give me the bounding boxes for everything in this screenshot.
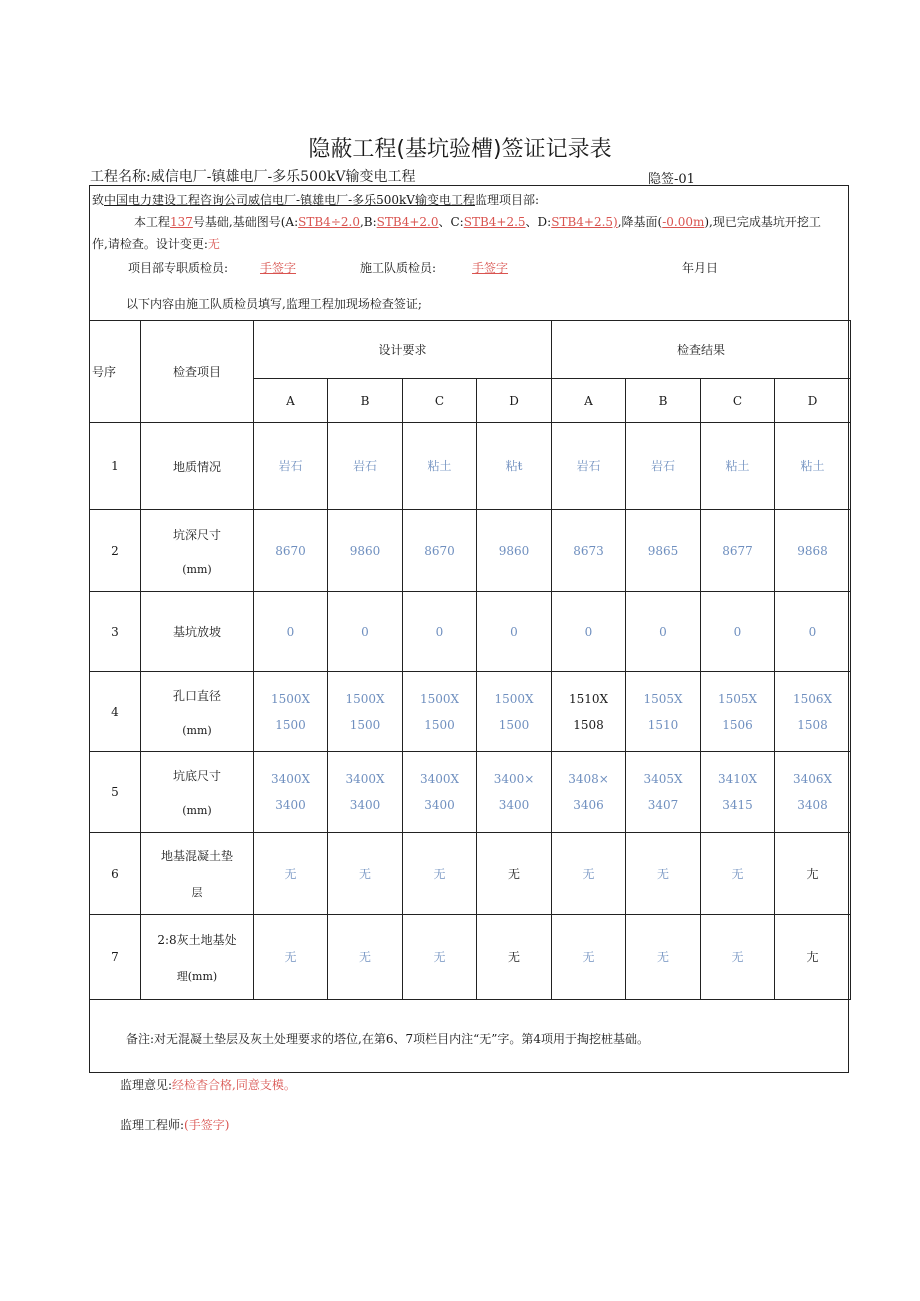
foundation-no: 137 (170, 215, 193, 229)
row-item-line2: 层 (191, 886, 203, 899)
value-line: 无 (284, 950, 297, 964)
lowered-level: -0.00m (662, 215, 705, 229)
row-number: 4 (90, 672, 141, 752)
value-cell (626, 915, 701, 1000)
value-cell (254, 915, 328, 1000)
value-line: 岩石 (278, 459, 303, 473)
leg-header: D (775, 379, 851, 423)
row-item-line1: 坑深尺寸 (172, 527, 221, 542)
value-cell (626, 592, 701, 672)
instruction-text: 以下内容由施工队质检员填写,监理工程加现场检查签证; (126, 297, 422, 311)
value-line: 无 (358, 866, 371, 881)
value-cell (328, 752, 403, 833)
value-cell (477, 752, 552, 833)
value-cell (626, 672, 701, 752)
value-line: 0 (584, 624, 593, 639)
opinion-value: 经检杳合格,同意支模。 (172, 1078, 296, 1092)
value-line: 3410X (717, 772, 758, 786)
value-line: 无 (731, 866, 744, 881)
value-line: 尢 (806, 950, 819, 964)
value-line: 无 (582, 866, 595, 881)
value-line: 1500X (270, 691, 311, 706)
value-cell (626, 510, 701, 592)
addressee-prefix: 致 (92, 193, 105, 207)
value-line: 0 (286, 624, 295, 639)
value-line: 3400× (493, 772, 535, 786)
text-line3: 作,请检查。设计变更: (92, 237, 208, 251)
col-item-header: 检查项目 (141, 321, 254, 423)
value-line: 1500X (345, 691, 385, 706)
table-row (90, 672, 851, 752)
value-cell (701, 423, 775, 510)
opinion-label: 监理意见: (120, 1078, 173, 1092)
row-number: 1 (90, 423, 141, 510)
value-line: 粘ŧ (505, 459, 523, 473)
leg-header: C (403, 379, 477, 423)
fig-b: STB4+2.0 (376, 215, 439, 229)
supervisor-engineer (120, 1116, 229, 1133)
row-item (141, 833, 254, 915)
addressee-org: 中国电力建设工程咨询公司威信电厂-镇雄电厂-多乐500kV输变电工程 (104, 193, 475, 207)
table-row (90, 423, 851, 510)
value-line: 3400X (345, 772, 385, 786)
text-d: 、C: (438, 215, 464, 229)
value-line: 8670 (275, 543, 306, 558)
row-item-line2: (mm) (182, 562, 212, 576)
table-row (90, 752, 851, 833)
value-line: 3407 (647, 798, 679, 812)
engineer-signature: (手签字) (184, 1118, 230, 1132)
value-line: 1500 (349, 717, 381, 732)
value-line: 无 (656, 950, 669, 964)
supervisor-opinion (120, 1076, 296, 1093)
value-line: 3400 (424, 798, 455, 812)
row-item-line1: 地基混凝土垫 (160, 849, 233, 863)
design-change-line (92, 236, 220, 252)
value-cell (626, 752, 701, 833)
remark-text: 备注:对无混凝土垫层及灰土处理要求的塔位,在第6、7项栏目内注“无”字。第4项用于掏挖桩基础。 (126, 1032, 650, 1046)
value-line: 无 (433, 950, 446, 964)
addressee-line (92, 192, 539, 208)
leg-header: B (626, 379, 701, 423)
value-cell (775, 592, 851, 672)
value-line: 无 (507, 866, 520, 881)
leg-header: A (254, 379, 328, 423)
value-line: 0 (659, 624, 667, 639)
value-line: 1508 (573, 717, 604, 732)
value-cell (254, 423, 328, 510)
text-e: 、D: (525, 215, 552, 229)
row-number: 5 (90, 752, 141, 833)
inspection-table (89, 320, 851, 1074)
value-cell (775, 915, 851, 1000)
value-line: 无 (507, 950, 520, 964)
value-line: 无 (731, 950, 744, 964)
value-line: 1500 (424, 717, 455, 732)
foundation-line (134, 214, 821, 230)
fig-c: STB4+2.5 (463, 215, 526, 229)
date-field: 年月日 (682, 261, 719, 275)
value-cell (254, 752, 328, 833)
value-cell (254, 833, 328, 915)
qc-label: 项目部专职质检员: (128, 261, 229, 275)
value-line: 1506 (722, 717, 753, 732)
value-line: 0 (733, 624, 742, 639)
row-item-line1: 地质情况 (172, 459, 221, 474)
value-cell (552, 752, 626, 833)
table-row (90, 592, 851, 672)
value-line: 8673 (573, 543, 604, 558)
value-line: 1505X (643, 691, 683, 706)
leg-header: B (328, 379, 403, 423)
table-row (90, 510, 851, 592)
value-cell (775, 672, 851, 752)
row-number: 2 (90, 510, 141, 592)
text-b: 号基础,基础图号(A: (192, 215, 299, 229)
value-cell (477, 423, 552, 510)
value-line: 3406 (573, 798, 604, 812)
value-cell (552, 915, 626, 1000)
value-line: 无 (358, 950, 371, 964)
value-line: 3400 (275, 798, 306, 812)
value-cell (552, 510, 626, 592)
value-cell (477, 833, 552, 915)
value-line: 岩石 (352, 459, 377, 473)
value-cell (328, 423, 403, 510)
design-header: 设计要求 (254, 321, 552, 379)
value-line: 0 (435, 624, 444, 639)
qc-signature: 手签字 (260, 261, 297, 275)
value-line: 9860 (349, 543, 381, 558)
row-item-line1: 基坑放坡 (172, 625, 221, 639)
row-item-line2: 理(mm) (176, 969, 218, 983)
value-cell (552, 833, 626, 915)
project-label: 工程名称: (90, 169, 151, 185)
value-line: 粘土 (725, 459, 750, 473)
value-line: 1500X (419, 691, 460, 706)
value-line: 1500 (275, 717, 306, 732)
row-number: 3 (90, 592, 141, 672)
value-cell (403, 510, 477, 592)
design-change-value: 无 (207, 237, 220, 251)
leg-header: D (477, 379, 552, 423)
value-cell (626, 423, 701, 510)
value-cell (477, 510, 552, 592)
value-line: 8670 (424, 543, 455, 558)
value-cell (254, 672, 328, 752)
value-line: 1508 (797, 717, 828, 732)
value-cell (328, 833, 403, 915)
value-line: 0 (510, 624, 518, 639)
value-line: 1500X (494, 691, 534, 706)
value-cell (775, 833, 851, 915)
value-cell (403, 752, 477, 833)
value-cell (701, 915, 775, 1000)
project-value: 威信电厂-镇雄电厂-多乐500kV输变电工程 (150, 169, 416, 185)
value-cell (328, 915, 403, 1000)
row-item-line1: 2:8灰土地基处 (157, 932, 237, 947)
project-name (90, 166, 416, 186)
value-line: 3408× (568, 772, 609, 786)
row-item (141, 672, 254, 752)
col-no-header: 号序 (90, 321, 141, 423)
value-cell (477, 592, 552, 672)
value-line: 9860 (498, 543, 530, 558)
team-qc-signature: 手签字 (472, 261, 509, 275)
form-code: 隐签-01 (648, 172, 695, 187)
value-cell (328, 672, 403, 752)
team-qc-label: 施工队质检员: (360, 261, 437, 275)
value-line: 1505X (717, 691, 758, 706)
row-item-line1: 孔口直径 (172, 688, 221, 703)
table-row (90, 833, 851, 915)
value-line: 3400 (498, 798, 530, 812)
form-title: 隐蔽工程(基坑验槽)签证记录表 (308, 137, 612, 162)
value-cell (701, 752, 775, 833)
value-line: 8677 (722, 543, 753, 558)
value-line: 无 (433, 866, 446, 881)
value-line: 3408 (797, 798, 828, 812)
value-line: 3400X (419, 772, 460, 786)
row-item-line2: (mm) (182, 723, 212, 737)
leg-header: A (552, 379, 626, 423)
value-cell (701, 510, 775, 592)
value-line: 岩石 (650, 459, 675, 473)
value-line: 9865 (647, 543, 679, 558)
value-line: 3405X (643, 772, 683, 786)
value-line: 0 (361, 624, 369, 639)
value-cell (477, 672, 552, 752)
text-g: ),现已完成基坑开挖工 (704, 215, 821, 229)
value-cell (552, 423, 626, 510)
value-line: 粘土 (800, 459, 825, 473)
value-line: 3400 (349, 798, 381, 812)
value-cell (626, 833, 701, 915)
value-cell (403, 915, 477, 1000)
value-line: 无 (284, 866, 297, 881)
value-line: 1510X (568, 691, 609, 706)
value-line: 1500 (498, 717, 530, 732)
row-item (141, 915, 254, 1000)
value-cell (775, 510, 851, 592)
text-a: 本工程 (134, 215, 171, 229)
row-item-line1: 坑底尺寸 (172, 769, 221, 783)
row-item (141, 510, 254, 592)
row-item-line2: (mm) (182, 804, 212, 817)
value-cell (775, 752, 851, 833)
value-line: 尢 (806, 866, 819, 881)
value-cell (254, 592, 328, 672)
value-cell (552, 672, 626, 752)
table-row (90, 915, 851, 1000)
engineer-label: 监理工程师: (120, 1118, 185, 1132)
text-f: ,降基面( (617, 215, 663, 229)
row-number: 7 (90, 915, 141, 1000)
value-line: 0 (808, 624, 817, 639)
value-cell (403, 423, 477, 510)
row-item (141, 592, 254, 672)
addressee-suffix: 监理项目部: (474, 193, 540, 207)
value-line: 无 (656, 866, 669, 881)
fig-a: STB4÷2.0 (298, 215, 360, 229)
value-cell (775, 423, 851, 510)
value-line: 9868 (797, 543, 828, 558)
value-cell (403, 592, 477, 672)
result-header: 检查结果 (552, 321, 851, 379)
value-line: 3400X (270, 772, 311, 786)
value-cell (552, 592, 626, 672)
value-line: 岩石 (576, 459, 601, 473)
leg-header: C (701, 379, 775, 423)
value-line: 粘土 (427, 459, 452, 473)
value-cell (701, 833, 775, 915)
value-cell (254, 510, 328, 592)
value-cell (328, 510, 403, 592)
row-number: 6 (90, 833, 141, 915)
row-item (141, 423, 254, 510)
text-c: ,B: (359, 215, 377, 229)
value-line: 3406X (792, 772, 833, 786)
value-cell (403, 833, 477, 915)
value-cell (701, 672, 775, 752)
value-line: 无 (582, 950, 595, 964)
value-cell (701, 592, 775, 672)
value-cell (403, 672, 477, 752)
value-line: 3415 (722, 798, 753, 812)
value-cell (477, 915, 552, 1000)
row-item (141, 752, 254, 833)
value-line: 1506X (792, 691, 833, 706)
value-cell (328, 592, 403, 672)
value-line: 1510 (647, 717, 679, 732)
fig-d: STB4+2.5) (551, 215, 618, 229)
